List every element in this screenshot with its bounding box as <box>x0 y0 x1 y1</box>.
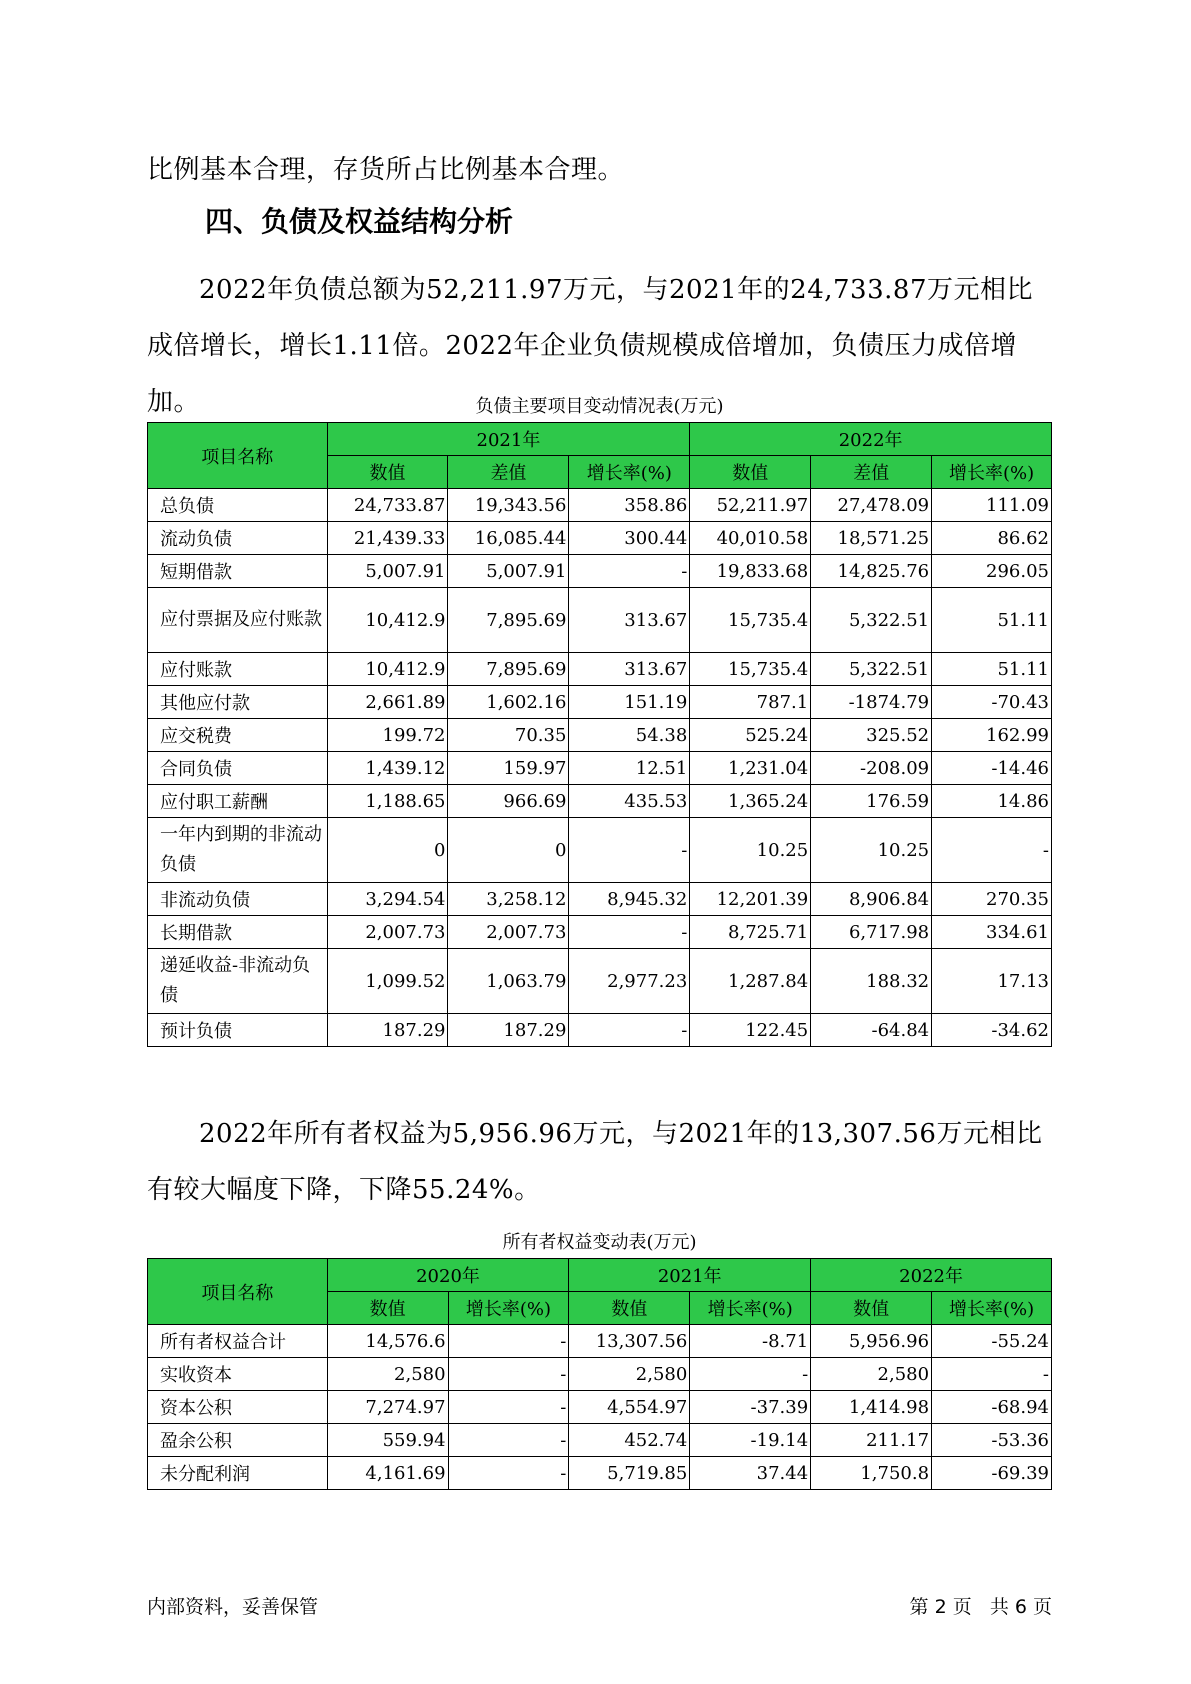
table-cell: 1,063.79 <box>448 949 569 1014</box>
table-cell: 51.11 <box>932 588 1052 653</box>
header-year-2022: 2022年 <box>690 423 1052 456</box>
table-cell: 334.61 <box>932 916 1052 949</box>
header-growth: 增长率(%) <box>448 1292 569 1325</box>
table-cell: 10.25 <box>811 818 932 883</box>
row-label: 资本公积 <box>148 1391 328 1424</box>
table-cell: -68.94 <box>932 1391 1052 1424</box>
table-cell: 7,895.69 <box>448 588 569 653</box>
table-cell: 7,895.69 <box>448 653 569 686</box>
row-label: 总负债 <box>148 489 328 522</box>
table-cell: -8.71 <box>690 1325 811 1358</box>
table-cell: 313.67 <box>569 588 690 653</box>
table-row <box>148 522 1052 555</box>
row-label: 短期借款 <box>148 555 328 588</box>
equity-paragraph: 2022年所有者权益为5,956.96万元，与2021年的13,307.56万元相比有较大幅度下降，下降55.24%。 <box>147 1119 1043 1205</box>
row-label: 所有者权益合计 <box>148 1325 328 1358</box>
table-cell: 787.1 <box>690 686 811 719</box>
table-cell: -69.39 <box>932 1457 1052 1490</box>
table-cell: 188.32 <box>811 949 932 1014</box>
table-cell: 2,580 <box>327 1358 448 1391</box>
table-row <box>148 1391 1052 1424</box>
table-cell: 1,414.98 <box>811 1391 932 1424</box>
row-label: 非流动负债 <box>148 883 328 916</box>
table-cell: 70.35 <box>448 719 569 752</box>
table-cell: 435.53 <box>569 785 690 818</box>
header-year-2020: 2020年 <box>327 1259 569 1292</box>
table-cell: 13,307.56 <box>569 1325 690 1358</box>
table-cell: 211.17 <box>811 1424 932 1457</box>
table-cell: 325.52 <box>811 719 932 752</box>
intro-line: 比例基本合理，存货所占比例基本合理。 <box>147 155 625 185</box>
table-cell: 17.13 <box>932 949 1052 1014</box>
table-cell: 40,010.58 <box>690 522 811 555</box>
table-cell: 966.69 <box>448 785 569 818</box>
row-label: 一年内到期的非流动负债 <box>148 818 328 883</box>
footer-confidential: 内部资料，妥善保管 <box>147 1596 319 1618</box>
table-row <box>148 883 1052 916</box>
table-cell: - <box>448 1391 569 1424</box>
table-cell: 176.59 <box>811 785 932 818</box>
header-growth: 增长率(%) <box>932 456 1052 489</box>
table-cell: 51.11 <box>932 653 1052 686</box>
table-cell: 12,201.39 <box>690 883 811 916</box>
table-cell: 6,717.98 <box>811 916 932 949</box>
table-cell: -53.36 <box>932 1424 1052 1457</box>
table-cell: 122.45 <box>690 1014 811 1047</box>
row-label: 应付票据及应付账款 <box>148 588 328 653</box>
row-label: 长期借款 <box>148 916 328 949</box>
table-cell: 54.38 <box>569 719 690 752</box>
table-cell: 3,294.54 <box>327 883 448 916</box>
table-cell: 2,007.73 <box>327 916 448 949</box>
table-cell: 2,661.89 <box>327 686 448 719</box>
table-cell: 5,956.96 <box>811 1325 932 1358</box>
table-row <box>148 719 1052 752</box>
header-value: 数值 <box>327 456 448 489</box>
table-cell: 2,580 <box>811 1358 932 1391</box>
table-cell: 2,007.73 <box>448 916 569 949</box>
row-label: 流动负债 <box>148 522 328 555</box>
table-cell: 19,343.56 <box>448 489 569 522</box>
table-cell: 270.35 <box>932 883 1052 916</box>
table-cell: 313.67 <box>569 653 690 686</box>
table-cell: -64.84 <box>811 1014 932 1047</box>
header-year-2021: 2021年 <box>569 1259 811 1292</box>
table-row <box>148 1424 1052 1457</box>
header-value: 数值 <box>327 1292 448 1325</box>
table-row <box>148 949 1052 1014</box>
row-label: 盈余公积 <box>148 1424 328 1457</box>
table-cell: - <box>569 1014 690 1047</box>
table-cell: - <box>569 916 690 949</box>
table-cell: 14,576.6 <box>327 1325 448 1358</box>
table-cell: 1,287.84 <box>690 949 811 1014</box>
table-cell: 18,571.25 <box>811 522 932 555</box>
table-cell: 2,977.23 <box>569 949 690 1014</box>
table-cell: 3,258.12 <box>448 883 569 916</box>
table-cell: 0 <box>448 818 569 883</box>
table-cell: 24,733.87 <box>327 489 448 522</box>
table-cell: 21,439.33 <box>327 522 448 555</box>
table-cell: - <box>569 555 690 588</box>
row-label: 应付职工薪酬 <box>148 785 328 818</box>
header-value: 数值 <box>811 1292 932 1325</box>
table-cell: 14.86 <box>932 785 1052 818</box>
row-label: 应付账款 <box>148 653 328 686</box>
table-cell: 162.99 <box>932 719 1052 752</box>
table-cell: 15,735.4 <box>690 588 811 653</box>
table-row <box>148 916 1052 949</box>
table-cell: 300.44 <box>569 522 690 555</box>
table-cell: - <box>690 1358 811 1391</box>
table-cell: 12.51 <box>569 752 690 785</box>
table-cell: 296.05 <box>932 555 1052 588</box>
equity-table <box>147 1258 1052 1490</box>
table-cell: 15,735.4 <box>690 653 811 686</box>
table-row <box>148 818 1052 883</box>
table-row <box>148 653 1052 686</box>
header-growth: 增长率(%) <box>569 456 690 489</box>
table-cell: 452.74 <box>569 1424 690 1457</box>
header-diff: 差值 <box>811 456 932 489</box>
table-cell: 8,906.84 <box>811 883 932 916</box>
table-cell: -19.14 <box>690 1424 811 1457</box>
header-value: 数值 <box>569 1292 690 1325</box>
table-cell: - <box>932 1358 1052 1391</box>
table-cell: 1,365.24 <box>690 785 811 818</box>
table-cell: 187.29 <box>448 1014 569 1047</box>
table-cell: 5,719.85 <box>569 1457 690 1490</box>
table-cell: 27,478.09 <box>811 489 932 522</box>
table-cell: 52,211.97 <box>690 489 811 522</box>
table-cell: - <box>448 1325 569 1358</box>
table-cell: 86.62 <box>932 522 1052 555</box>
table-cell: -55.24 <box>932 1325 1052 1358</box>
table-row <box>148 588 1052 653</box>
table-cell: - <box>932 818 1052 883</box>
table1-caption: 负债主要项目变动情况表(万元) <box>475 396 724 417</box>
table-row <box>148 785 1052 818</box>
table-cell: 4,161.69 <box>327 1457 448 1490</box>
header-item-name: 项目名称 <box>148 423 328 489</box>
table-cell: 151.19 <box>569 686 690 719</box>
header-growth: 增长率(%) <box>932 1292 1052 1325</box>
row-label: 实收资本 <box>148 1358 328 1391</box>
row-label: 预计负债 <box>148 1014 328 1047</box>
section-heading: 四、负债及权益结构分析 <box>205 205 514 238</box>
row-label: 合同负债 <box>148 752 328 785</box>
table-row <box>148 1457 1052 1490</box>
table-cell: 1,439.12 <box>327 752 448 785</box>
header-year-2021: 2021年 <box>327 423 690 456</box>
table2-caption: 所有者权益变动表(万元) <box>502 1232 697 1253</box>
table-cell: -70.43 <box>932 686 1052 719</box>
table-row <box>148 555 1052 588</box>
row-label: 递延收益-非流动负债 <box>148 949 328 1014</box>
liability-paragraph: 2022年负债总额为52,211.97万元，与2021年的24,733.87万元相比成倍增长，增长1.11倍。2022年企业负债规模成倍增加，负债压力成倍增加。 <box>147 275 1033 417</box>
table-cell: 525.24 <box>690 719 811 752</box>
table-cell: 5,007.91 <box>448 555 569 588</box>
table-cell: - <box>448 1358 569 1391</box>
table-cell: 5,322.51 <box>811 653 932 686</box>
table-cell: 8,725.71 <box>690 916 811 949</box>
table-cell: 1,750.8 <box>811 1457 932 1490</box>
table-cell: 159.97 <box>448 752 569 785</box>
header-item-name: 项目名称 <box>148 1259 328 1325</box>
table-cell: 5,007.91 <box>327 555 448 588</box>
table-cell: 2,580 <box>569 1358 690 1391</box>
footer-page-number: 第 2 页 共 6 页 <box>909 1596 1052 1618</box>
header-diff: 差值 <box>448 456 569 489</box>
table-row <box>148 1014 1052 1047</box>
table-cell: 199.72 <box>327 719 448 752</box>
header-growth: 增长率(%) <box>690 1292 811 1325</box>
table-cell: 8,945.32 <box>569 883 690 916</box>
table-row <box>148 752 1052 785</box>
liability-table <box>147 422 1052 1047</box>
row-label: 应交税费 <box>148 719 328 752</box>
row-label: 其他应付款 <box>148 686 328 719</box>
table-cell: -37.39 <box>690 1391 811 1424</box>
table-cell: - <box>569 818 690 883</box>
table-cell: 5,322.51 <box>811 588 932 653</box>
table-cell: 10,412.9 <box>327 588 448 653</box>
table-cell: 7,274.97 <box>327 1391 448 1424</box>
header-value: 数值 <box>690 456 811 489</box>
table-cell: 1,099.52 <box>327 949 448 1014</box>
table-cell: 559.94 <box>327 1424 448 1457</box>
table-cell: 1,188.65 <box>327 785 448 818</box>
row-label: 未分配利润 <box>148 1457 328 1490</box>
table-cell: -208.09 <box>811 752 932 785</box>
table-row <box>148 1325 1052 1358</box>
table-cell: 19,833.68 <box>690 555 811 588</box>
table-row <box>148 686 1052 719</box>
table-cell: - <box>448 1457 569 1490</box>
table-cell: 4,554.97 <box>569 1391 690 1424</box>
table-cell: 187.29 <box>327 1014 448 1047</box>
table-row <box>148 489 1052 522</box>
table-cell: - <box>448 1424 569 1457</box>
table-cell: -14.46 <box>932 752 1052 785</box>
table-cell: 1,231.04 <box>690 752 811 785</box>
table-cell: 111.09 <box>932 489 1052 522</box>
header-year-2022: 2022年 <box>811 1259 1052 1292</box>
table-cell: 10,412.9 <box>327 653 448 686</box>
table-cell: 358.86 <box>569 489 690 522</box>
table-cell: -1874.79 <box>811 686 932 719</box>
table-cell: 14,825.76 <box>811 555 932 588</box>
table-cell: 1,602.16 <box>448 686 569 719</box>
table-cell: 10.25 <box>690 818 811 883</box>
table-cell: 0 <box>327 818 448 883</box>
table-cell: 16,085.44 <box>448 522 569 555</box>
table-cell: 37.44 <box>690 1457 811 1490</box>
table-row <box>148 1358 1052 1391</box>
table-cell: -34.62 <box>932 1014 1052 1047</box>
